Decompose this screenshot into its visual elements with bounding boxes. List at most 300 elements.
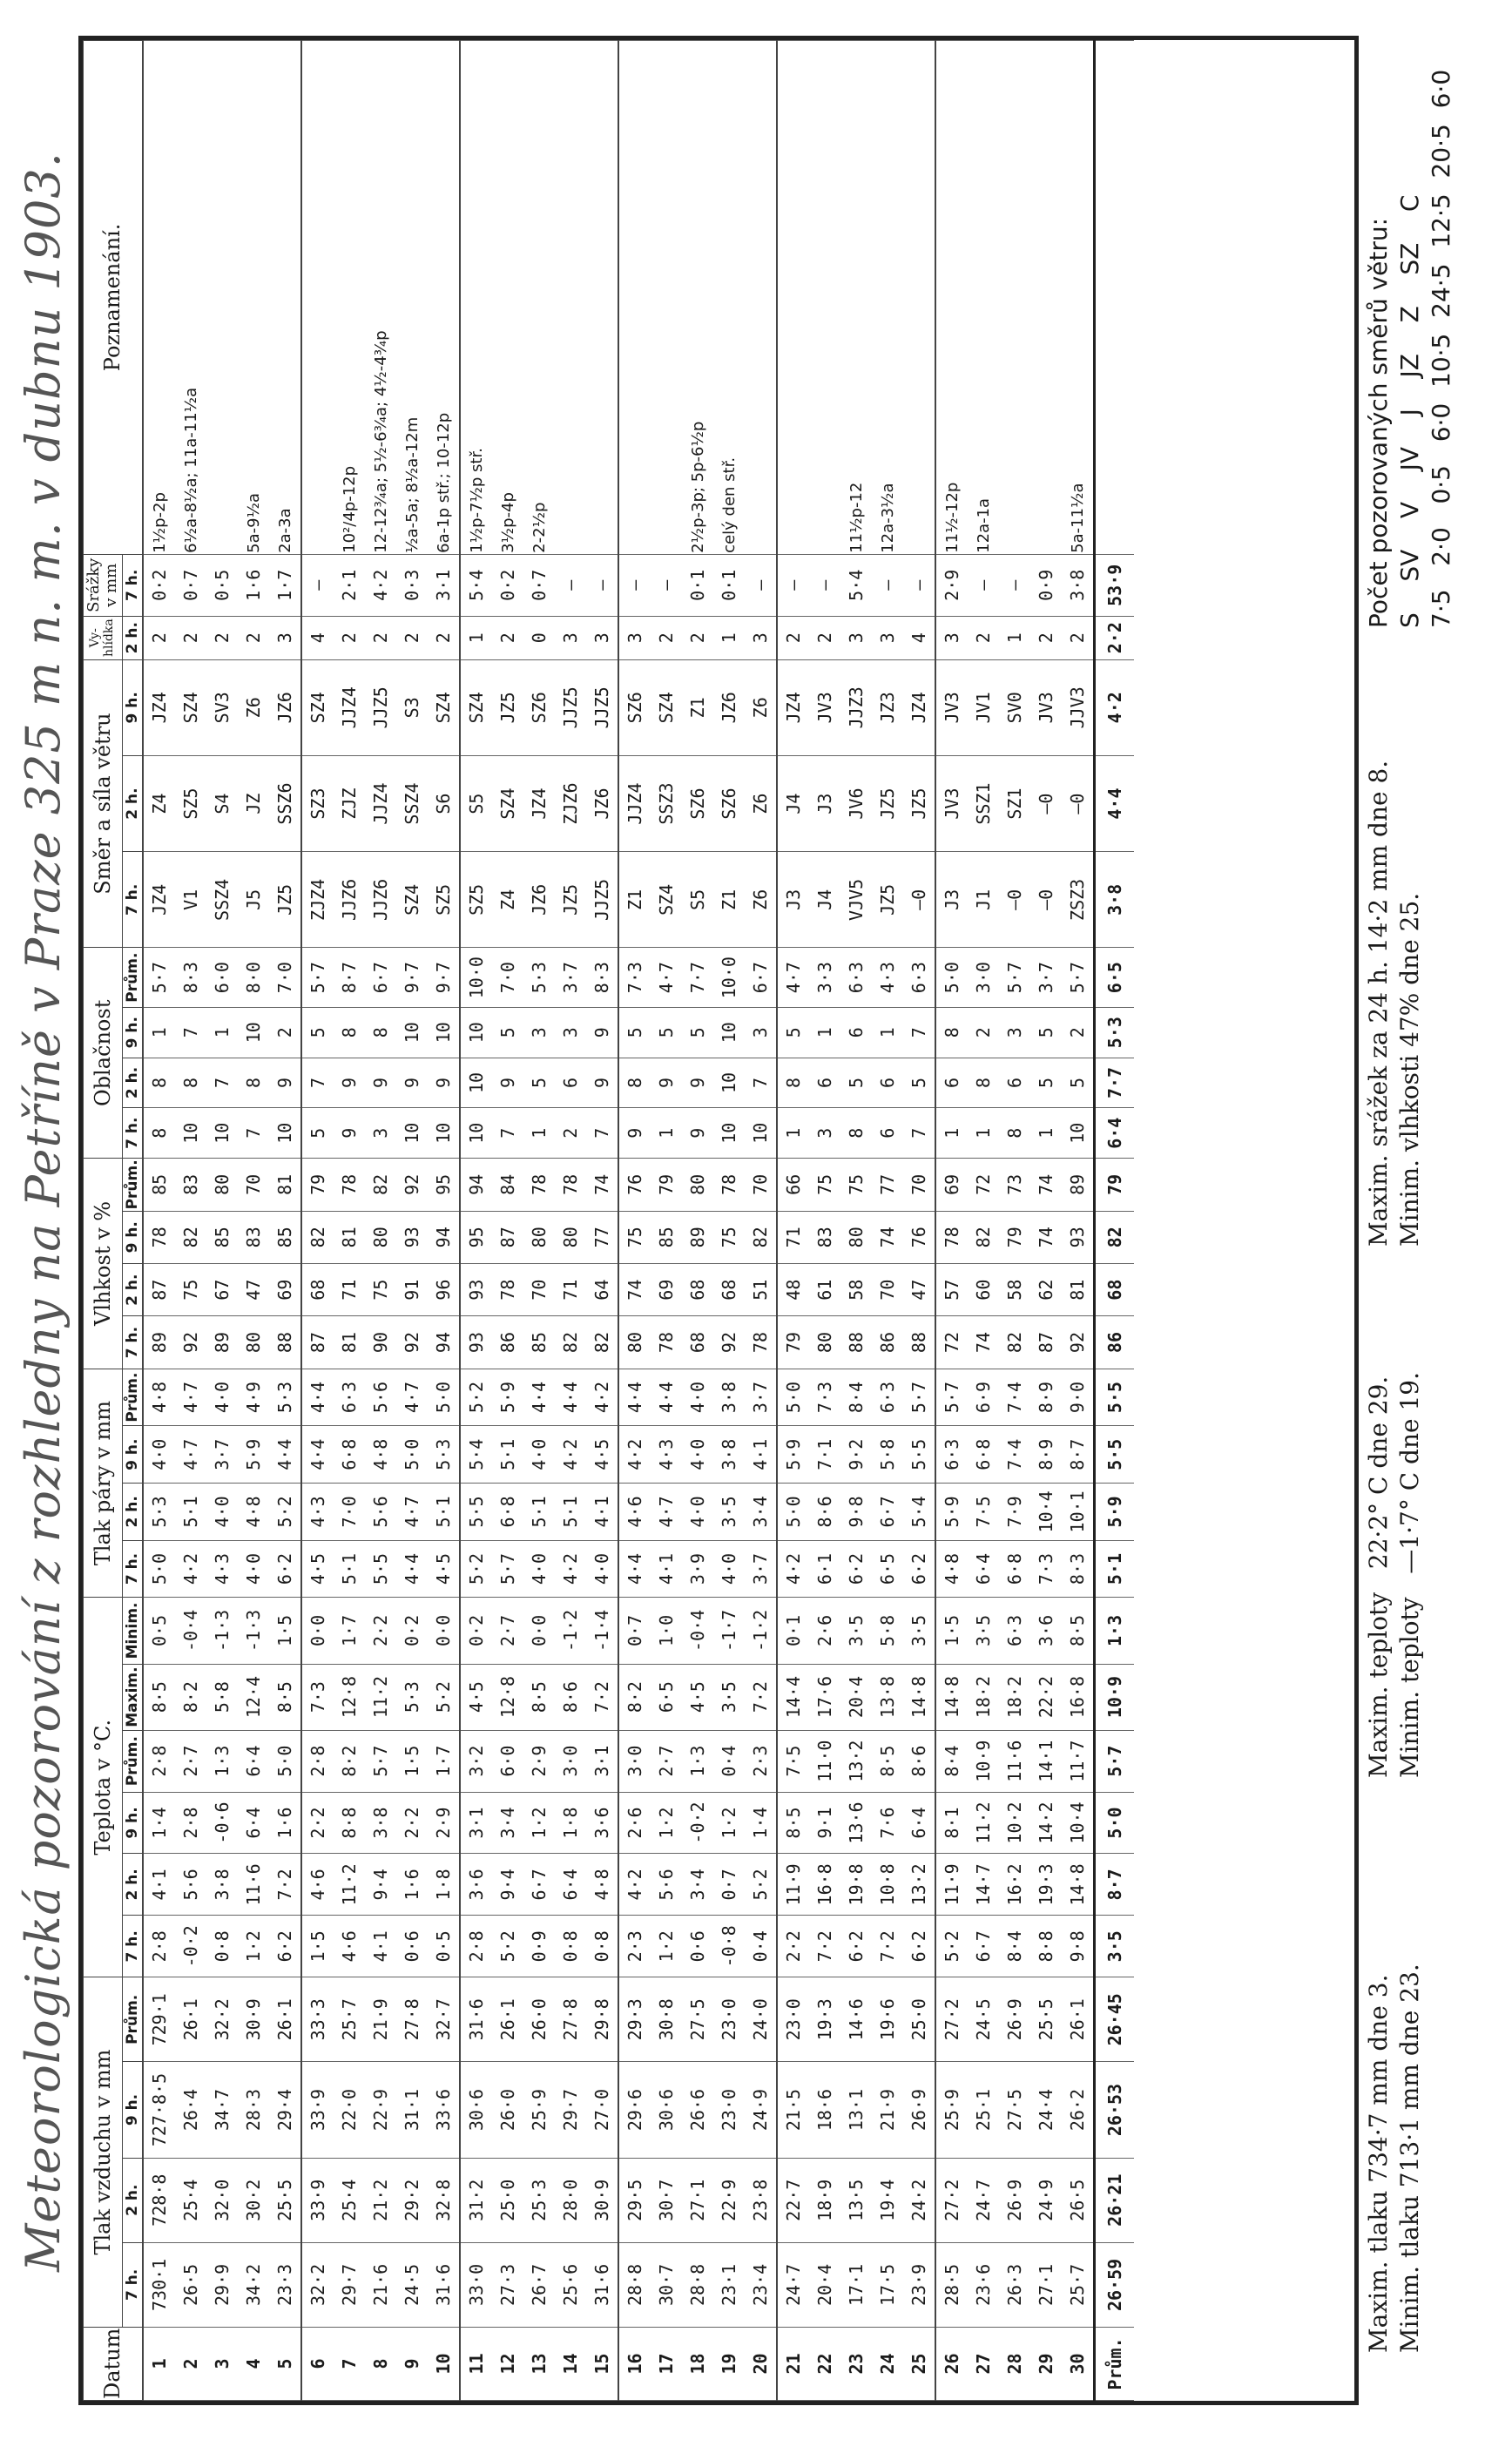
- cell-wind-7h: VJV5: [840, 852, 872, 948]
- cell-precip: —: [301, 554, 334, 616]
- cell-pressure-2h: 19·4: [872, 2158, 903, 2242]
- cell-pressure-9h: 25·9: [935, 2062, 968, 2158]
- cell-pressure-7h: 26·59: [1095, 2242, 1135, 2327]
- cell-pressure-9h: 23·0: [713, 2062, 745, 2158]
- cell-date: 11: [460, 2327, 492, 2400]
- cell-vapour-avg: 4·7: [175, 1369, 206, 1426]
- max-pressure-text: Maxim. tlaku 734·7 mm dne 3.: [1364, 1974, 1393, 2353]
- cell-temp-2h: 9·4: [365, 1854, 396, 1916]
- cell-cloud-2h: 8: [175, 1058, 206, 1108]
- cell-vapour-2h: 5·9: [1095, 1484, 1135, 1541]
- cell-temp-min: 2·2: [365, 1598, 396, 1664]
- cell-wind-2h: —0: [1030, 755, 1062, 851]
- cell-pressure-9h: 26·6: [682, 2062, 713, 2158]
- cell-cloud-avg: 6·3: [840, 948, 872, 1007]
- cell-vapour-avg: 6·3: [334, 1369, 365, 1426]
- cell-cloud-7h: 8: [840, 1108, 872, 1159]
- cell-temp-7h: 0·8: [586, 1916, 618, 1977]
- sub-9h: 9 h.: [122, 659, 143, 755]
- cell-temp-min: -1·2: [745, 1598, 777, 1664]
- cell-humidity-avg: 89: [1062, 1159, 1095, 1211]
- cell-pressure-2h: 26·9: [999, 2158, 1030, 2242]
- cell-wind-9h: SV3: [206, 659, 238, 755]
- cell-cloud-avg: 5·3: [523, 948, 555, 1007]
- cell-temp-min: 0·7: [618, 1598, 651, 1664]
- cell-pressure-avg: 25·0: [903, 1977, 935, 2062]
- cell-vapour-9h: 3·8: [713, 1426, 745, 1484]
- cell-temp-2h: 4·6: [301, 1854, 334, 1916]
- cell-wind-2h: SZ4: [492, 755, 523, 851]
- cell-humidity-avg: 72: [968, 1159, 999, 1211]
- cell-precip: 5·4: [460, 554, 492, 616]
- cell-vapour-2h: 5·9: [935, 1484, 968, 1541]
- cell-pressure-2h: 25·4: [334, 2158, 365, 2242]
- average-row: [1095, 41, 1135, 2401]
- cell-cloud-avg: 10·0: [713, 948, 745, 1007]
- cell-cloud-avg: 3·3: [809, 948, 840, 1007]
- cell-vapour-7h: 3·9: [682, 1540, 713, 1598]
- cell-vapour-2h: 4·7: [396, 1484, 428, 1541]
- cell-temp-9h: 2·8: [175, 1792, 206, 1854]
- cell-humidity-avg: 80: [206, 1159, 238, 1211]
- cell-pressure-9h: 26·53: [1095, 2062, 1135, 2158]
- cell-date: 21: [777, 2327, 809, 2400]
- cell-vapour-7h: 5·1: [1095, 1540, 1135, 1598]
- cell-visibility: 2: [396, 616, 428, 659]
- table-row: [334, 41, 365, 2401]
- cell-cloud-2h: 9: [365, 1058, 396, 1108]
- cell-pressure-9h: 30·6: [460, 2062, 492, 2158]
- cell-precip: 5·4: [840, 554, 872, 616]
- cell-cloud-9h: 5: [651, 1007, 682, 1058]
- cell-temp-min: -1·3: [238, 1598, 269, 1664]
- cell-date: 30: [1062, 2327, 1095, 2400]
- sub-prum: Prům.: [122, 1730, 143, 1792]
- cell-cloud-avg: 5·7: [143, 948, 175, 1007]
- cell-cloud-7h: 3: [809, 1108, 840, 1159]
- cell-vapour-avg: 4·0: [682, 1369, 713, 1426]
- table-row: [238, 41, 269, 2401]
- cell-temp-2h: 19·8: [840, 1854, 872, 1916]
- cell-temp-2h: 7·2: [269, 1854, 301, 1916]
- cell-temp-7h: 0·9: [523, 1916, 555, 1977]
- cell-pressure-avg: 14·6: [840, 1977, 872, 2062]
- cell-cloud-avg: 8·7: [334, 948, 365, 1007]
- cell-wind-2h: J3: [809, 755, 840, 851]
- cell-pressure-7h: 29·9: [206, 2242, 238, 2327]
- cell-pressure-7h: 27·1: [1030, 2242, 1062, 2327]
- sub-7h: 7 h.: [122, 1916, 143, 1977]
- cell-pressure-avg: 29·8: [586, 1977, 618, 2062]
- cell-remark: ½a-5a; 8½a-12m: [396, 41, 428, 555]
- cell-precip: —: [809, 554, 840, 616]
- cell-vapour-2h: 4·3: [301, 1484, 334, 1541]
- cell-wind-2h: SSZ6: [269, 755, 301, 851]
- cell-wind-2h: SZ1: [999, 755, 1030, 851]
- cell-temp-max: 5·3: [396, 1664, 428, 1730]
- cell-humidity-9h: 82: [968, 1211, 999, 1263]
- cell-vapour-avg: 5·0: [428, 1369, 460, 1426]
- cell-vapour-avg: 5·6: [365, 1369, 396, 1426]
- cell-humidity-9h: 83: [238, 1211, 269, 1263]
- cell-pressure-9h: 24·9: [745, 2062, 777, 2158]
- cell-cloud-7h: 1: [777, 1108, 809, 1159]
- cell-humidity-2h: 48: [777, 1263, 809, 1315]
- cell-cloud-2h: 9: [651, 1058, 682, 1108]
- cell-remark: [777, 41, 809, 555]
- cell-humidity-7h: 89: [143, 1316, 175, 1369]
- cell-temp-9h: -0·2: [682, 1792, 713, 1854]
- cell-temp-9h: 8·5: [777, 1792, 809, 1854]
- cell-wind-7h: Z1: [713, 852, 745, 948]
- cell-pressure-2h: 22·7: [777, 2158, 809, 2242]
- cell-cloud-avg: 10·0: [460, 948, 492, 1007]
- cell-temp-9h: 1·2: [651, 1792, 682, 1854]
- cell-temp-7h: 4·6: [334, 1916, 365, 1977]
- cell-visibility: 1: [460, 616, 492, 659]
- cell-wind-7h: —0: [999, 852, 1030, 948]
- header-vyhlidka: Vy-hlídka: [84, 616, 123, 659]
- cell-temp-avg: 13·2: [840, 1730, 872, 1792]
- cell-cloud-2h: 7·7: [1095, 1058, 1135, 1108]
- table-row: [492, 41, 523, 2401]
- cell-pressure-avg: 30·8: [651, 1977, 682, 2062]
- cell-wind-9h: JJV3: [1062, 659, 1095, 755]
- cell-wind-9h: JJZ5: [365, 659, 396, 755]
- table-row: [745, 41, 777, 2401]
- cell-pressure-9h: 30·6: [651, 2062, 682, 2158]
- cell-cloud-2h: 8: [968, 1058, 999, 1108]
- cell-vapour-9h: 7·4: [999, 1426, 1030, 1484]
- cell-cloud-avg: 4·3: [872, 948, 903, 1007]
- cell-visibility: 2: [143, 616, 175, 659]
- cell-pressure-9h: 21·5: [777, 2062, 809, 2158]
- cell-temp-7h: 0·6: [682, 1916, 713, 1977]
- cell-precip: 3·1: [428, 554, 460, 616]
- cell-cloud-7h: 5: [301, 1108, 334, 1159]
- cell-humidity-avg: 75: [809, 1159, 840, 1211]
- table-row: [651, 41, 682, 2401]
- header-vitr: Směr a síla větru: [84, 659, 123, 948]
- cell-pressure-2h: 728·8: [143, 2158, 175, 2242]
- cell-temp-7h: 0·4: [745, 1916, 777, 1977]
- cell-pressure-avg: 33·3: [301, 1977, 334, 2062]
- cell-temp-min: 0·2: [396, 1598, 428, 1664]
- table-row: [269, 41, 301, 2401]
- cell-temp-min: 8·5: [1062, 1598, 1095, 1664]
- cell-precip: 0·2: [143, 554, 175, 616]
- cell-temp-7h: 0·5: [428, 1916, 460, 1977]
- cell-vapour-avg: 4·4: [555, 1369, 586, 1426]
- cell-temp-2h: 3·4: [682, 1854, 713, 1916]
- cell-pressure-avg: 24·5: [968, 1977, 999, 2062]
- cell-temp-9h: 1·4: [745, 1792, 777, 1854]
- cell-temp-min: 0·5: [143, 1598, 175, 1664]
- observation-table-frame: [78, 36, 1359, 2405]
- cell-pressure-2h: 30·2: [238, 2158, 269, 2242]
- cell-pressure-9h: 26·9: [903, 2062, 935, 2158]
- cell-humidity-avg: 70: [238, 1159, 269, 1211]
- cell-vapour-2h: 5·1: [555, 1484, 586, 1541]
- min-humidity-text: Minim. vlhkosti 47% dne 25.: [1395, 892, 1424, 1247]
- cell-temp-2h: 6·7: [523, 1854, 555, 1916]
- cell-date: 15: [586, 2327, 618, 2400]
- cell-humidity-avg: 76: [618, 1159, 651, 1211]
- cell-remark: 2½p-3p; 5p-6½p: [682, 41, 713, 555]
- cell-pressure-avg: 27·5: [682, 1977, 713, 2062]
- cell-cloud-9h: 5: [492, 1007, 523, 1058]
- table-row: [935, 41, 968, 2401]
- cell-precip: —: [968, 554, 999, 616]
- cell-date: 17: [651, 2327, 682, 2400]
- cell-cloud-7h: 1: [968, 1108, 999, 1159]
- cell-remark: 1½p-7½p stř.: [460, 41, 492, 555]
- cell-temp-max: 8·5: [523, 1664, 555, 1730]
- sub-2h: 2 h.: [122, 2158, 143, 2242]
- cell-vapour-2h: 4·8: [238, 1484, 269, 1541]
- cell-humidity-9h: 93: [1062, 1211, 1095, 1263]
- cell-date: 27: [968, 2327, 999, 2400]
- cell-vapour-2h: 4·6: [618, 1484, 651, 1541]
- cell-humidity-7h: 82: [999, 1316, 1030, 1369]
- cell-cloud-2h: 8: [143, 1058, 175, 1108]
- cell-remark: 5a-11½a: [1062, 41, 1095, 555]
- cell-cloud-avg: 5·7: [301, 948, 334, 1007]
- cell-visibility: 2: [238, 616, 269, 659]
- cell-temp-2h: 14·8: [1062, 1854, 1095, 1916]
- sub-7h: 7 h.: [122, 554, 143, 616]
- cell-vapour-avg: 6·3: [872, 1369, 903, 1426]
- cell-temp-avg: 1·5: [396, 1730, 428, 1792]
- cell-pressure-7h: 32·2: [301, 2242, 334, 2327]
- cell-temp-min: 3·5: [903, 1598, 935, 1664]
- cell-cloud-9h: 5: [1030, 1007, 1062, 1058]
- cell-cloud-2h: 9: [269, 1058, 301, 1108]
- cell-date: Prům.: [1095, 2327, 1135, 2400]
- cell-wind-7h: J5: [238, 852, 269, 948]
- cell-pressure-9h: 22·9: [365, 2062, 396, 2158]
- cell-pressure-7h: 23·4: [745, 2242, 777, 2327]
- cell-pressure-2h: 26·21: [1095, 2158, 1135, 2242]
- table-row: [777, 41, 809, 2401]
- cell-vapour-9h: 4·4: [301, 1426, 334, 1484]
- sub-2h: 2 h.: [122, 1484, 143, 1541]
- sub-7h: 7 h.: [122, 1108, 143, 1159]
- cell-humidity-avg: 94: [460, 1159, 492, 1211]
- cell-pressure-2h: 30·7: [651, 2158, 682, 2242]
- table-row: [301, 41, 334, 2401]
- cell-temp-9h: 10·4: [1062, 1792, 1095, 1854]
- cell-cloud-7h: 2: [555, 1108, 586, 1159]
- cell-vapour-avg: 5·2: [460, 1369, 492, 1426]
- cell-wind-7h: S5: [682, 852, 713, 948]
- cell-vapour-2h: 5·5: [460, 1484, 492, 1541]
- cell-pressure-9h: 29·7: [555, 2062, 586, 2158]
- cell-temp-9h: 6·4: [238, 1792, 269, 1854]
- cell-vapour-avg: 4·4: [301, 1369, 334, 1426]
- table-row: [1062, 41, 1095, 2401]
- cell-humidity-9h: 87: [492, 1211, 523, 1263]
- cell-wind-2h: S5: [460, 755, 492, 851]
- cell-humidity-2h: 96: [428, 1263, 460, 1315]
- cell-vapour-9h: 4·4: [269, 1426, 301, 1484]
- cell-temp-9h: 3·8: [365, 1792, 396, 1854]
- cell-humidity-9h: 76: [903, 1211, 935, 1263]
- cell-pressure-2h: 25·3: [523, 2158, 555, 2242]
- cell-wind-7h: JZ5: [269, 852, 301, 948]
- cell-humidity-2h: 69: [651, 1263, 682, 1315]
- cell-wind-7h: JZ5: [872, 852, 903, 948]
- cell-temp-min: 1·5: [269, 1598, 301, 1664]
- cell-cloud-9h: 2: [968, 1007, 999, 1058]
- cell-wind-9h: JV3: [935, 659, 968, 755]
- cell-cloud-9h: 5: [682, 1007, 713, 1058]
- cell-humidity-avg: 82: [365, 1159, 396, 1211]
- cell-date: 24: [872, 2327, 903, 2400]
- cell-cloud-9h: 1: [143, 1007, 175, 1058]
- cell-wind-9h: SV0: [999, 659, 1030, 755]
- cell-temp-2h: 16·2: [999, 1854, 1030, 1916]
- cell-temp-avg: 0·4: [713, 1730, 745, 1792]
- cell-humidity-avg: 73: [999, 1159, 1030, 1211]
- cell-remark: 11½p-12: [840, 41, 872, 555]
- sub-maxim: Maxim.: [122, 1664, 143, 1730]
- cell-temp-2h: 19·3: [1030, 1854, 1062, 1916]
- cell-temp-max: 13·8: [872, 1664, 903, 1730]
- cell-pressure-avg: 31·6: [460, 1977, 492, 2062]
- cell-vapour-2h: 9·8: [840, 1484, 872, 1541]
- cell-temp-max: 12·8: [334, 1664, 365, 1730]
- cell-humidity-7h: 82: [555, 1316, 586, 1369]
- cell-precip: —: [745, 554, 777, 616]
- cell-wind-2h: ZJZ6: [555, 755, 586, 851]
- cell-temp-9h: 1·6: [269, 1792, 301, 1854]
- cell-vapour-2h: 7·5: [968, 1484, 999, 1541]
- cell-visibility: 3: [935, 616, 968, 659]
- cell-cloud-2h: 10: [460, 1058, 492, 1108]
- cell-vapour-7h: 6·5: [872, 1540, 903, 1598]
- cell-cloud-7h: 10: [396, 1108, 428, 1159]
- cell-temp-7h: 7·2: [872, 1916, 903, 1977]
- sub-prum: Prům.: [122, 1369, 143, 1426]
- cell-pressure-avg: 24·0: [745, 1977, 777, 2062]
- cell-humidity-7h: 80: [809, 1316, 840, 1369]
- table-row: [175, 41, 206, 2401]
- cell-temp-min: 3·6: [1030, 1598, 1062, 1664]
- cell-cloud-2h: 6: [935, 1058, 968, 1108]
- cell-wind-7h: SZ4: [651, 852, 682, 948]
- cell-precip: 0·7: [523, 554, 555, 616]
- cell-temp-min: 0·1: [777, 1598, 809, 1664]
- cell-humidity-9h: 80: [555, 1211, 586, 1263]
- cell-temp-min: 0·0: [301, 1598, 334, 1664]
- precip-humidity-extremes: [1363, 760, 1426, 1247]
- cell-pressure-avg: 26·1: [269, 1977, 301, 2062]
- cell-temp-7h: 1·2: [651, 1916, 682, 1977]
- cell-temp-avg: 2·7: [651, 1730, 682, 1792]
- cell-vapour-2h: 3·5: [713, 1484, 745, 1541]
- cell-remark: [618, 41, 651, 555]
- cell-wind-9h: JZ4: [143, 659, 175, 755]
- cell-humidity-7h: 72: [935, 1316, 968, 1369]
- cell-vapour-9h: 3·7: [206, 1426, 238, 1484]
- cell-humidity-avg: 75: [840, 1159, 872, 1211]
- cell-wind-2h: JV3: [935, 755, 968, 851]
- cell-visibility: 2: [428, 616, 460, 659]
- table-row: [618, 41, 651, 2401]
- cell-humidity-2h: 91: [396, 1263, 428, 1315]
- cell-temp-avg: 5·7: [365, 1730, 396, 1792]
- cell-pressure-7h: 25·7: [1062, 2242, 1095, 2327]
- cell-vapour-avg: 9·0: [1062, 1369, 1095, 1426]
- summary-footer: [1363, 44, 1494, 2405]
- cell-precip: 3·8: [1062, 554, 1095, 616]
- cell-wind-9h: JV3: [1030, 659, 1062, 755]
- cell-pressure-2h: 26·5: [1062, 2158, 1095, 2242]
- cell-pressure-2h: 24·2: [903, 2158, 935, 2242]
- cell-pressure-7h: 29·7: [334, 2242, 365, 2327]
- cell-temp-2h: 16·8: [809, 1854, 840, 1916]
- cell-humidity-2h: 75: [175, 1263, 206, 1315]
- cell-humidity-2h: 71: [334, 1263, 365, 1315]
- min-temperature-text: Minim. teploty —1·7° C dne 19.: [1395, 1371, 1424, 1778]
- cell-temp-2h: 13·2: [903, 1854, 935, 1916]
- cell-cloud-2h: 5: [903, 1058, 935, 1108]
- cell-pressure-avg: 25·5: [1030, 1977, 1062, 2062]
- cell-humidity-avg: 77: [872, 1159, 903, 1211]
- cell-pressure-avg: 729·1: [143, 1977, 175, 2062]
- cell-cloud-7h: 10: [175, 1108, 206, 1159]
- cell-temp-7h: 3·5: [1095, 1916, 1135, 1977]
- cell-temp-min: 1·3: [1095, 1598, 1135, 1664]
- cell-humidity-2h: 58: [999, 1263, 1030, 1315]
- cell-temp-max: 8·6: [555, 1664, 586, 1730]
- cell-cloud-9h: 10: [460, 1007, 492, 1058]
- header-vlhkost: Vlhkost v %: [84, 1159, 123, 1369]
- cell-temp-avg: 14·1: [1030, 1730, 1062, 1792]
- cell-pressure-avg: 19·3: [809, 1977, 840, 2062]
- cell-precip: —: [903, 554, 935, 616]
- cell-remark: [301, 41, 334, 555]
- cell-vapour-2h: 7·0: [334, 1484, 365, 1541]
- cell-wind-7h: J4: [809, 852, 840, 948]
- cell-cloud-7h: 8: [143, 1108, 175, 1159]
- cell-temp-2h: 10·8: [872, 1854, 903, 1916]
- cell-humidity-7h: 94: [428, 1316, 460, 1369]
- cell-wind-7h: JZ5: [555, 852, 586, 948]
- cell-vapour-9h: 5·5: [903, 1426, 935, 1484]
- cell-wind-9h: SZ4: [175, 659, 206, 755]
- observation-rows: [143, 41, 1134, 2401]
- page-title: Meteorologická pozorování z rozhledny na Petříně v Praze 325 m n. m. v dubnu 1903.: [16, 152, 71, 2272]
- cell-pressure-2h: 23·8: [745, 2158, 777, 2242]
- cell-temp-7h: 0·8: [206, 1916, 238, 1977]
- cell-humidity-7h: 78: [651, 1316, 682, 1369]
- sub-prum: Prům.: [122, 1977, 143, 2062]
- cell-pressure-avg: 27·8: [555, 1977, 586, 2062]
- cell-cloud-avg: 7·0: [269, 948, 301, 1007]
- cell-cloud-9h: 5: [777, 1007, 809, 1058]
- cell-temp-max: 8·5: [143, 1664, 175, 1730]
- cell-wind-2h: J4: [777, 755, 809, 851]
- cell-precip: 2·1: [334, 554, 365, 616]
- cell-temp-9h: 1·2: [523, 1792, 555, 1854]
- sub-9h: 9 h.: [122, 1426, 143, 1484]
- cell-cloud-avg: 7·3: [618, 948, 651, 1007]
- cell-temp-max: 18·2: [999, 1664, 1030, 1730]
- cell-visibility: 1: [713, 616, 745, 659]
- cell-wind-2h: ZJZ: [334, 755, 365, 851]
